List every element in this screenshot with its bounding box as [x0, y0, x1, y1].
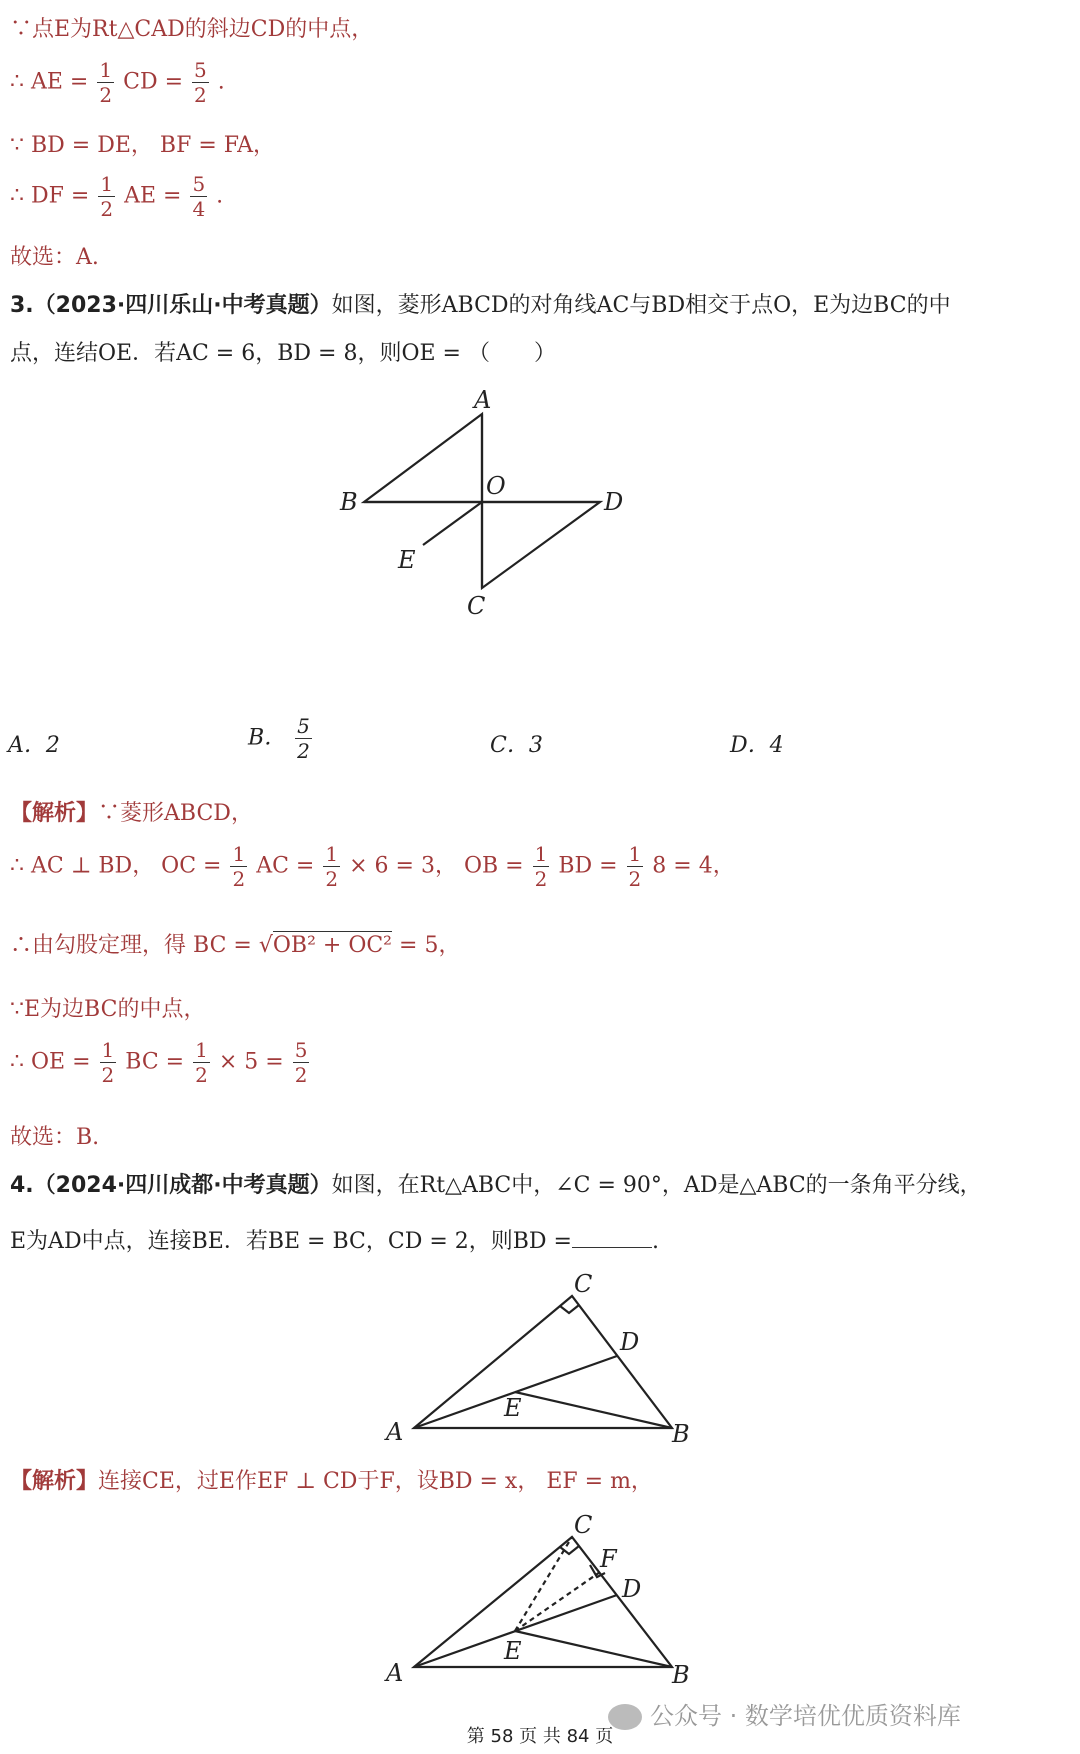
q3-line-1: [10, 288, 951, 319]
label-C: C: [574, 1511, 593, 1539]
q3-text: 如图，菱形ABCD的对角线AC与BD相交于点O，E为边BC的中: [331, 293, 951, 318]
fraction: $\frac{5}{4}$: [192, 172, 206, 221]
label-B: B: [340, 488, 358, 516]
sqrt-expression: OB² + OC²: [272, 933, 393, 958]
q3-solution-4: ∵E为边BC的中点，: [10, 997, 206, 1022]
label-A: A: [386, 1659, 404, 1687]
eq-part: .: [216, 183, 224, 209]
page-footer: 第 58 页 共 84 页: [466, 1726, 614, 1747]
fraction: $\frac{5}{2}$: [297, 714, 310, 763]
q3-solution-1: [10, 796, 253, 827]
option-d: D．4: [730, 733, 784, 758]
solution-text: ∵菱形ABCD，: [98, 801, 253, 826]
option-a: A．2: [8, 733, 60, 758]
label-F: F: [600, 1545, 617, 1573]
option-b: [248, 716, 314, 761]
label-C: C: [467, 592, 486, 620]
solution-text: 连接CE，过E作EF ⊥ CD于F，设BD = x， EF = m，: [98, 1469, 653, 1494]
q4-solution-figure: [380, 1505, 710, 1690]
option-b-label: B．: [248, 725, 287, 751]
text-line-1: ∵点E为Rt△CAD的斜边CD的中点，: [10, 17, 374, 42]
eq-part: .: [217, 69, 225, 95]
label-D: D: [620, 1328, 640, 1356]
q4-triangle-figure: [380, 1270, 710, 1445]
eq-part: ∴ AE =: [10, 69, 89, 95]
option-c: C．3: [490, 733, 543, 758]
text-line-4: [10, 174, 223, 219]
label-C: C: [574, 1270, 593, 1298]
q3-line-2: 点，连结OE．若AC = 6，BD = 8，则OE = （ ）: [10, 341, 556, 366]
q3-solution-6: 故选：B.: [10, 1125, 100, 1150]
label-E: E: [398, 546, 416, 574]
label-E: E: [504, 1394, 522, 1422]
fraction: $\frac{1}{2}$: [99, 58, 113, 107]
q4-solution-1: [10, 1464, 653, 1495]
q4-header: 4.（2024·四川成都·中考真题）: [10, 1173, 332, 1198]
text-line-5: 故选：A.: [10, 245, 99, 270]
solution-tag: 【解析】: [10, 801, 99, 826]
answer-blank: [572, 1247, 652, 1248]
label-A: A: [386, 1418, 404, 1445]
label-B: B: [672, 1661, 690, 1689]
watermark: 公众号 · 数学培优优质资料库: [608, 1696, 961, 1731]
label-O: O: [486, 472, 506, 500]
eq-part: CD =: [123, 69, 184, 95]
label-D: D: [622, 1575, 642, 1603]
label-D: D: [604, 488, 624, 516]
q4-text: 如图，在Rt△ABC中，∠C = 90°，AD是△ABC的一条角平分线，: [331, 1173, 982, 1198]
q3-rhombus-figure: [330, 380, 640, 625]
q3-solution-5: ∴ OE = $\frac{1}{2}$ BC = $\frac{1}{2}$ × 5 = $\frac{5}{2}$: [10, 1038, 308, 1087]
fraction: $\frac{1}{2}$: [100, 172, 114, 221]
q3-solution-2: ∴ AC ⊥ BD， OC = $\frac{1}{2}$ AC = $\frac{1}{2}$ × 6 = 3， OB = $\frac{1}{2}$ BD = $\frac{1}{2}$ 8 = 4，: [10, 842, 735, 891]
label-A: A: [474, 386, 492, 414]
eq-part: ∴ DF =: [10, 183, 90, 209]
solution-tag: 【解析】: [10, 1469, 99, 1494]
label-B: B: [672, 1420, 690, 1445]
q4-line-2: E为AD中点，连接BE．若BE = BC，CD = 2，则BD = .: [10, 1229, 659, 1254]
q3-header: 3.（2023·四川乐山·中考真题）: [10, 293, 332, 318]
q4-line-1: [10, 1168, 982, 1199]
fraction: $\frac{5}{2}$: [194, 58, 207, 107]
label-E: E: [504, 1637, 522, 1665]
eq-part: AE =: [124, 183, 182, 209]
text-line-2: [10, 60, 225, 105]
text-line-3: ∵ BD = DE， BF = FA，: [10, 133, 275, 158]
q3-solution-3: ∴由勾股定理，得 BC = √OB² + OC² = 5，: [10, 933, 461, 958]
